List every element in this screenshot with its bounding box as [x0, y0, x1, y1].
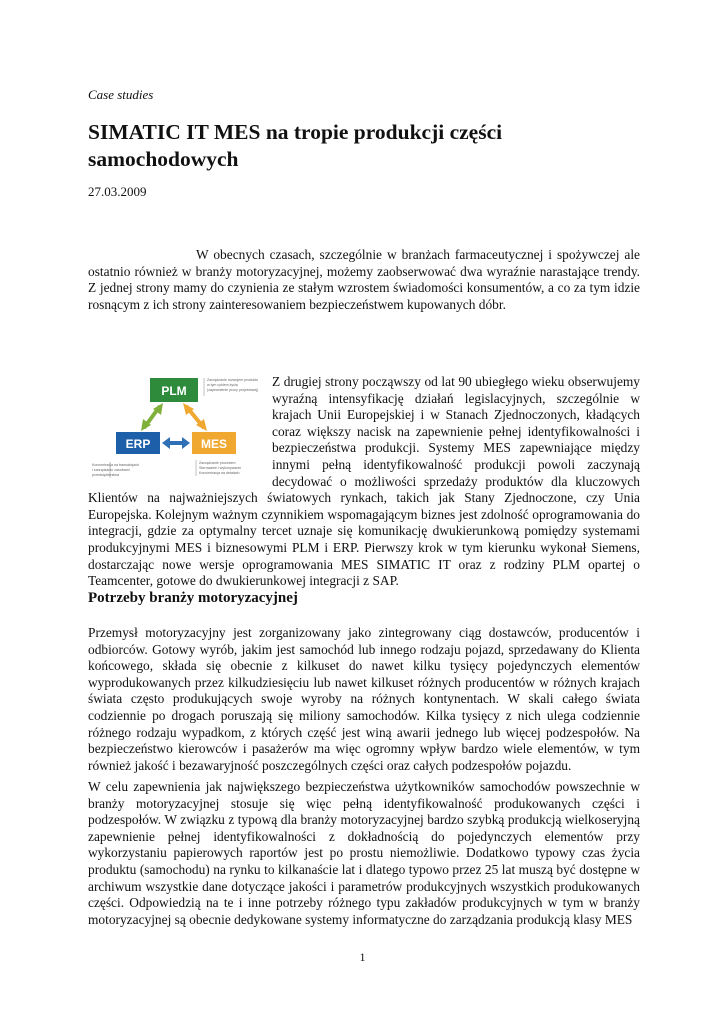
plm-note-line-1: Zarządzanie rozwojem produktu	[207, 378, 259, 382]
erp-note	[92, 462, 139, 478]
page-number: 1	[359, 950, 366, 964]
intro-paragraph: W obecnych czasach, szczególnie w branżach farmaceutycznej i spożywczej ale ostatnio również w branży motoryzacyjnej, możemy zaobserwować dwa wyraźnie narastające trendy. Z jednej strony mamy do czynienia ze stałym wzrostem świadomości konsumentów, a co za tym idzie rosnącym z ich strony zainteresowaniem bezpieczeństwem kupowanych dóbr.	[88, 247, 640, 312]
mes-note-line-3: Koncentracja na detalach	[199, 471, 240, 475]
safety-paragraph: W celu zapewnienia jak największego bezpieczeństwa użytkowników samochodów powszechnie w branży motoryzacyjnej stosuje się więc pełną identyfikowalność produkowanych części i podzespołów. W związku z typową dla branży motoryzacyjnej bardzo szybką produkcją wielkoseryjną zapewnienie pełnej identyfikowalności z dokładnością do pojedynczych elementów przy wykorzystaniu papierowych raportów jest po prostu niemożliwie. Dodatkowo typowy czas życia produktu (samochodu) na rynku to kilkanaście lat i dlatego typowo przez 25 lat muszą być dostępne w archiwum wszystkie dane dotyczące jakości i parametrów produkcyjnych wszystkich produkowanych części. Odpowiedzią na te i inne potrzeby różnego typu zakładów produkcyjnych w tym w branży motoryzacyjnej są obecnie dedykowane systemy informatyczne do zarządzania produkcją klasy MES	[88, 779, 640, 927]
plm-box-label: PLM	[161, 384, 187, 398]
industry-paragraph: Przemysł motoryzacyjny jest zorganizowany jako zintegrowany ciąg dostawców, producentów i odbiorców. Gotowy wyrób, jakim jest samochód lub innego rodzaju pojazd, sprzedawany do Klienta końcowego, składa się obecnie z kilkuset do nawet kilku tysięcy pojedynczych elementów wyprodukowanych przez kilkudziesięciu lub nawet kilkuset różnych producentów w różnych krajach świata często produkujących swoje wyroby na różnych kontynentach. W skali całego świata codziennie po drogach poruszają się miliony samochodów. Kilka tysięcy z nich ulega codziennie różnego rodzaju wypadkom, z których część jest winą awarii jednego lub więcej podzespołów. Na bezpieczeństwo kierowców i pasażerów ma więc ogromny wpływ bardzo wiele elementów, w tym również jakość i bezawaryjność poszczególnych części oraz całych podzespołów pojazdu.	[88, 625, 640, 773]
erp-mes-arrow	[162, 437, 190, 449]
section-label: Case studies	[88, 87, 154, 102]
erp-note-line-3: przedsiębiorstwa	[92, 473, 119, 477]
plm-mes-arrow	[183, 403, 207, 431]
mes-note-line-2: Sterowanie i wykonywanie	[199, 466, 242, 470]
second-paragraph: Z drugiej strony począwszy od lat 90 ubiegłego wieku obserwujemy wyraźną intensyfikację działań legislacyjnych, szczególnie w krajach Unii Europejskiej i w Stanach Zjednoczonych, kładących coraz większy nacisk na zapewnienie pełnej identyfikowalności i bezpieczeństwa produkcji. Systemy MES zapewniające między innymi pełną identyfikowalność produkcji powoli zaczynają decydować o możliwości sprzedaży produktów dla kluczowych Klientów na najważniejszych światowych rynkach, takich jak Stany Zjednoczone, czy Unia Europejska. Kolejnym ważnym czynnikiem wspomagającym biznes jest zdolność oprogramowania do integracji, gdzie za optymalny tercet uznaje się komunikację dwukierunkową pomiędzy systemami produkcyjnymi MES i biznesowymi PLM i ERP. Pierwszy krok w tym kierunku wykonał Siemens, dostarczając nowe wersje oprogramowania MES SIMATIC IT oraz z rodziny PLM opartej o Teamcenter, gotowe do dwukierunkowej integracji z SAP.	[88, 374, 640, 589]
second-paragraph-block	[88, 374, 640, 590]
mes-note-line-1: Zarządzanie procesem	[199, 461, 236, 465]
section-heading: Potrzeby branży motoryzacyjnej	[88, 590, 298, 606]
erp-box-label: ERP	[125, 437, 151, 451]
diagram-svg	[88, 374, 268, 489]
erp-note-line-2: i zarządzaniu zasobami	[92, 468, 130, 472]
mes-note	[196, 460, 241, 476]
plm-note	[204, 378, 258, 396]
mes-box-label: MES	[200, 437, 228, 451]
publication-date: 27.03.2009	[88, 184, 147, 199]
erp-note-line-1: Koncentracja na transakcjach	[92, 463, 140, 467]
article-title: SIMATIC IT MES na tropie produkcji części samochodowych	[88, 120, 503, 171]
plm-note-line-3: (zapewnienie procy projektowej)	[207, 388, 259, 392]
plm-erp-arrow	[141, 403, 163, 431]
plm-note-line-2: w tym cyklem życia	[207, 383, 238, 387]
plm-erp-mes-diagram	[88, 374, 268, 489]
